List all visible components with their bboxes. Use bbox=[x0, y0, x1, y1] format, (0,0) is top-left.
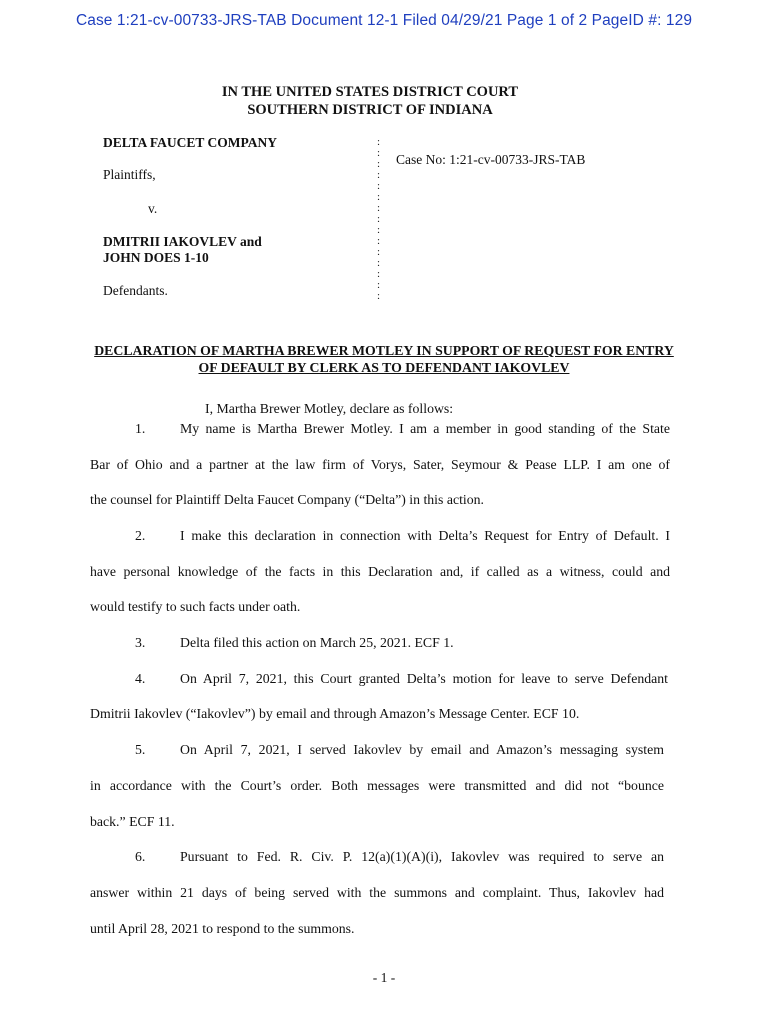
paragraph-number: 4. bbox=[135, 671, 146, 686]
defendant-role: Defendants. bbox=[103, 283, 168, 298]
paragraph-line: Pursuant to Fed. R. Civ. P. 12(a)(1)(A)(i), Iakovlev was required to serve an bbox=[180, 849, 664, 864]
paragraph-line: My name is Martha Brewer Motley. I am a member in good standing of the State bbox=[180, 421, 670, 436]
defendant-name-line1: DMITRII IAKOVLEV and bbox=[103, 234, 262, 249]
declaration-title-line2: OF DEFAULT BY CLERK AS TO DEFENDANT IAKOVLEV bbox=[198, 360, 570, 375]
page-number: - 1 - bbox=[372, 970, 396, 985]
paragraph-line: have personal knowledge of the facts in this Declaration and, if called as a witness, could and bbox=[90, 564, 670, 579]
paragraph-line: in accordance with the Court’s order. Both messages were transmitted and did not “bounce bbox=[90, 778, 664, 793]
paragraph-line: the counsel for Plaintiff Delta Faucet Company (“Delta”) in this action. bbox=[90, 492, 484, 507]
paragraph-number: 1. bbox=[135, 421, 146, 436]
paragraph-number: 6. bbox=[135, 849, 146, 864]
document-page: Case 1:21-cv-00733-JRS-TAB Document 12-1 Filed 04/29/21 Page 1 of 2 PageID #: 129 IN THE UNITED STATES DISTRICT COURT SOUTHERN DISTRICT OF INDIANA DELTA FAUCET COMPANY Plaintiffs, v. DMITRII IAKOVLEV and JOHN DOES 1-10 Defendants. Case No: 1:21-cv-00733-JRS-TAB : : : : : : : : : : : : : : : DECLARATION OF MARTHA BREWER MOTLEY IN SUPPORT OF REQUEST FOR ENTRY OF DEFAULT BY CLERK AS TO DEFENDANT IAKOVLEV I, Martha Brewer Motley, declare as follows: 1. My name is Martha Brewer Motley. I am a member in good standing of the State Bar of Ohio and a partner at the law firm of Vorys, Sater, Seymour & Pease LLP. I am one of the counsel for Plaintiff Delta Faucet Company (“Delta”) in this action. 2. I make this declaration in connection with Delta’s Request for Entry of Default. I have personal knowledge of the facts in this Declaration and, if called as a witness, could and would testify to such facts under oath. 3. Delta filed this action on March 25, 2021. ECF 1. 4. On April 7, 2021, this Court granted Delta’s motion for leave to serve Defendant Dmitrii Iakovlev (“Iakovlev”) by email and through Amazon’s Message Center. ECF 10. 5. On April 7, 2021, I served Iakovlev by email and Amazon’s messaging system in accordance with the Court’s order. Both messages were transmitted and did not “bounce back.” ECF 11. 6. Pursuant to Fed. R. Civ. P. 12(a)(1)(A)(i), Iakovlev was required to serve an answer within 21 days of being served with the summons and complaint. Thus, Iakovlev had until April 28, 2021 to respond to the summons. - 1 - bbox=[0, 0, 768, 1024]
paragraph-line: Dmitrii Iakovlev (“Iakovlev”) by email and through Amazon’s Message Center. ECF 10. bbox=[90, 706, 580, 721]
paragraph-line: I make this declaration in connection with Delta’s Request for Entry of Default. I bbox=[180, 528, 670, 543]
paragraph-line: would testify to such facts under oath. bbox=[90, 599, 301, 614]
court-district: SOUTHERN DISTRICT OF INDIANA bbox=[247, 102, 493, 118]
paragraph-number: 2. bbox=[135, 528, 146, 543]
plaintiff-name: DELTA FAUCET COMPANY bbox=[103, 135, 278, 150]
paragraph-number: 5. bbox=[135, 742, 146, 757]
filing-header: Case 1:21-cv-00733-JRS-TAB Document 12-1 Filed 04/29/21 Page 1 of 2 PageID #: 129 bbox=[75, 12, 693, 29]
paragraph-line: answer within 21 days of being served with the summons and complaint. Thus, Iakovlev had bbox=[90, 885, 664, 900]
paragraph-line: until April 28, 2021 to respond to the summons. bbox=[90, 921, 355, 936]
declaration-intro: I, Martha Brewer Motley, declare as follows: bbox=[205, 401, 454, 416]
court-name: IN THE UNITED STATES DISTRICT COURT bbox=[221, 84, 519, 100]
defendant-name-line2: JOHN DOES 1-10 bbox=[103, 250, 209, 265]
declaration-title-line1: DECLARATION OF MARTHA BREWER MOTLEY IN SUPPORT OF REQUEST FOR ENTRY bbox=[94, 343, 674, 358]
case-number: Case No: 1:21-cv-00733-JRS-TAB bbox=[396, 152, 586, 167]
paragraph-line: Bar of Ohio and a partner at the law firm of Vorys, Sater, Seymour & Pease LLP. I am one of bbox=[90, 457, 670, 472]
versus: v. bbox=[148, 201, 158, 216]
paragraph-number: 3. bbox=[135, 635, 146, 650]
paragraph-line: back.” ECF 11. bbox=[90, 814, 175, 829]
paragraph-line: On April 7, 2021, this Court granted Delta’s motion for leave to serve Defendant bbox=[180, 671, 668, 686]
paragraph-line: On April 7, 2021, I served Iakovlev by email and Amazon’s messaging system bbox=[180, 742, 664, 757]
plaintiff-role: Plaintiffs, bbox=[103, 167, 156, 182]
paragraph-line: Delta filed this action on March 25, 2021. ECF 1. bbox=[180, 635, 454, 650]
